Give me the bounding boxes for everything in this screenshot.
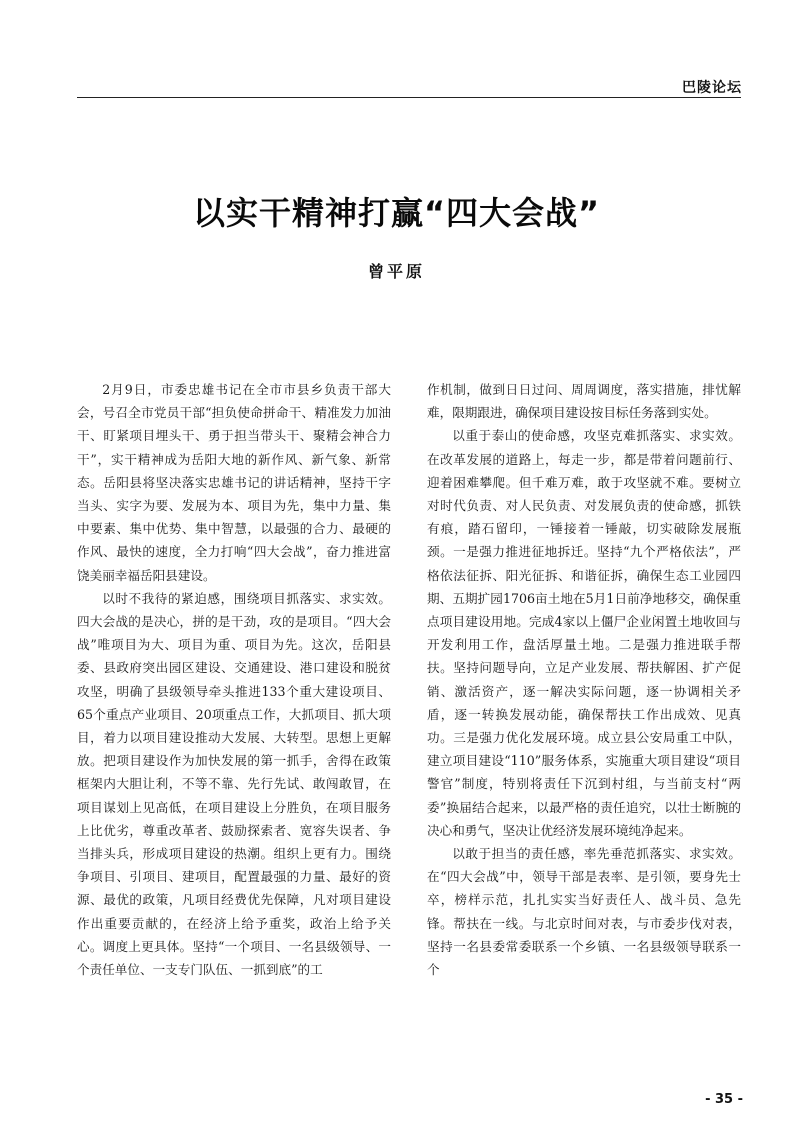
section-label: 巴陵论坛: [682, 80, 742, 96]
article-body: [77, 378, 741, 1084]
paragraph: 以敢于担当的责任感，率先垂范抓落实、求实效。在“四大会战”中，领导干部是表率、是引领，要身先士卒，榜样示范，扎扎实实当好责任人、战斗员、急先锋。帮扶在一线。与北京时间对表，与市委步伐对表，坚持一名县委常委联系一个乡镇、一名县级领导联系一个: [427, 846, 741, 978]
header-divider: [77, 97, 741, 98]
page-number: - 35 -: [705, 1092, 743, 1107]
paragraph: 作机制，做到日日过问、周周调度，落实措施，排忧解难，限期跟进，确保项目建设按目标任务落到实处。: [427, 382, 741, 421]
paragraph: 以重于泰山的使命感，攻坚克难抓落实、求实效。在改革发展的道路上，每走一步，都是带着问题前行、迎着困难攀爬。但千难万难，敢于攻坚就不难。要树立对时代负责、对人民负责、对发展负责的使命感，抓铁有痕，踏石留印，一锤接着一锤敲，切实破除发展瓶颈。一是强力推进征地拆迁。坚持“九个严格依法”，严格依法征拆、阳光征拆、和谐征拆，确保生态工业园四期、五期扩园1706亩土地在5月1日前净地移交，确保重点项目建设用地。完成4家以上僵尸企业闲置土地收回与开发利用工作，盘活厚量土地。二是强力推进联手帮扶。坚持问题导向，立足产业发展、帮扶解困、扩产促销、激活资产，逐一解决实际问题，逐一协调相关矛盾，逐一转换发展动能，确保帮扶工作出成效、见真功。三是强力优化发展环境。成立县公安局重工中队，建立项目建设“110”服务体系，实施重大项目建设“项目警官”制度，特别将责任下沉到村组，与当前支村“两委”换届结合起来，以最严格的责任追究，以壮士断腕的决心和勇气，坚决让优经济发展环境纯净起来。: [427, 428, 741, 838]
article-title: 以实干精神打赢“四大会战”: [192, 194, 601, 232]
article-author: 曾平原: [367, 262, 425, 281]
right-column: [427, 378, 741, 1084]
paragraph: 以时不我待的紧迫感，围绕项目抓落实、求实效。四大会战的是决心，拼的是干劲，攻的是项目。“四大会战”唯项目为大、项目为重、项目为先。这次，岳阳县委、县政府突出园区建设、交通建设、港口建设和脱贫攻坚，明确了县级领导牵头推进133个重大建设项目、65个重点产业项目、20项重点工作，大抓项目、抓大项目，着力以项目建设推动大发展、大转型。思想上更解放。把项目建设作为加快发展的第一抓手，舍得在政策框架内大胆让利，不等不靠、先行先试、敢闯敢冒，在项目谋划上见高低，在项目建设上分胜负，在项目服务上比优劣，尊重改革者、鼓励探索者、宽容失误者、争当排头兵，形成项目建设的热潮。组织上更有力。围绕争项目、引项目、建项目，配置最强的力量、最好的资源、最优的政策，凡项目经费优先保障，凡对项目建设作出重要贡献的，在经济上给予重奖，政治上给予关心。调度上更具体。坚持“一个项目、一名县级领导、一个责任单位、一支专门队伍、一抓到底”的工: [77, 590, 391, 978]
left-column: [77, 378, 391, 1084]
paragraph: 2月9日，市委忠雄书记在全市市县乡负责干部大会，号召全市党员干部“担负使命拼命干、精准发力加油干、盯紧项目埋头干、勇于担当带头干、聚精会神合力干”，实干精神成为岳阳大地的新作风、新气象、新常态。岳阳县将坚决落实忠雄书记的讲话精神，坚持干字当头、实字为要、发展为本、项目为先，集中力量、集中要素、集中优势、集中智慧，以最强的合力、最硬的作风、最快的速度，全力打响“四大会战”，奋力推进富饶美丽幸福岳阳县建设。: [77, 382, 391, 583]
